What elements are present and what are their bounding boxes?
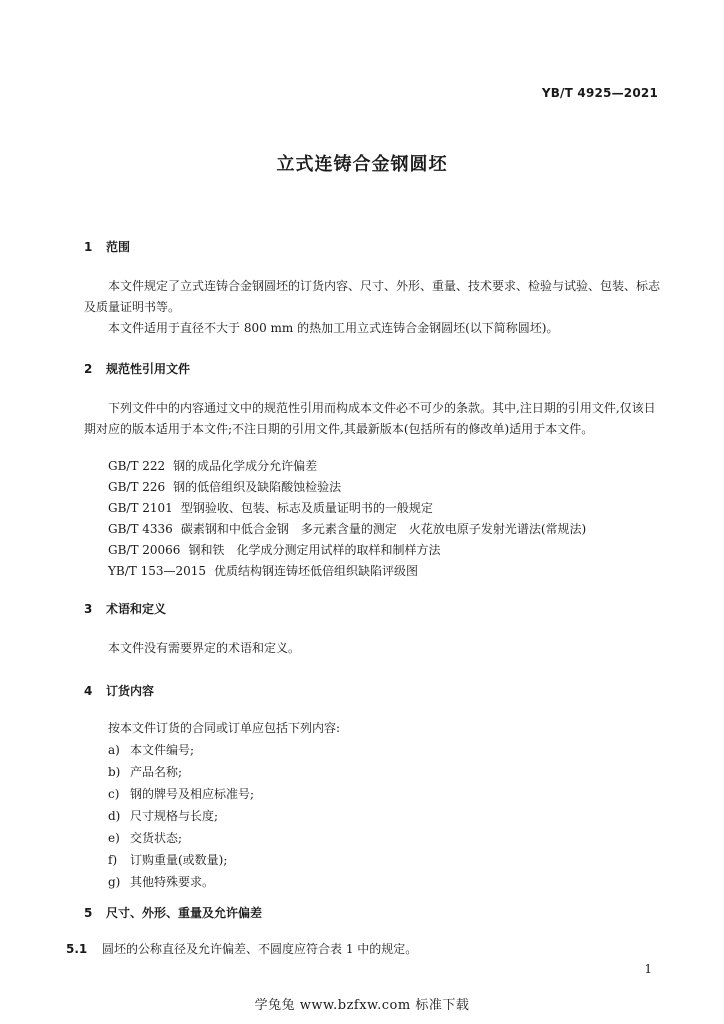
- list-text: 钢的牌号及相应标准号;: [130, 787, 255, 801]
- list-marker: b): [108, 765, 121, 779]
- list-marker: a): [108, 743, 120, 757]
- list-text: 订购重量(或数量);: [130, 853, 228, 867]
- list-item: [108, 740, 194, 761]
- clause-text: 圆坯的公称直径及允许偏差、不圆度应符合表 1 中的规定。: [102, 942, 418, 956]
- document-title: 立式连铸合金钢圆坯: [276, 154, 448, 175]
- list-text: 产品名称;: [130, 765, 183, 779]
- reference-code: GB/T 226: [108, 480, 166, 494]
- list-marker: f): [108, 853, 118, 867]
- section-number: 4: [84, 684, 93, 698]
- section-1-heading: [84, 238, 130, 255]
- footer-watermark: 学兔兔 www.bzfxw.com 标准下载: [254, 998, 470, 1013]
- reference-code: GB/T 222: [108, 459, 166, 473]
- section-4-heading: [84, 682, 154, 699]
- standard-code: YB/T 4925—2021: [541, 86, 658, 100]
- section-title: 范围: [106, 240, 131, 254]
- reference-name: 型钢验收、包装、标志及质量证明书的一般规定: [180, 501, 433, 515]
- reference-item: [108, 456, 317, 477]
- section-3-paragraph: 本文件没有需要界定的术语和定义。: [108, 641, 301, 655]
- list-text: 本文件编号;: [130, 743, 195, 757]
- reference-item: [108, 540, 440, 561]
- section-number: 5: [84, 906, 93, 920]
- reference-item: [108, 498, 433, 519]
- section-title: 订货内容: [106, 684, 155, 698]
- section-number: 2: [84, 362, 93, 376]
- reference-code: YB/T 153—2015: [108, 564, 207, 578]
- reference-code: GB/T 2101: [108, 501, 173, 515]
- reference-code: GB/T 20066: [108, 543, 181, 557]
- reference-item: [108, 519, 586, 540]
- section-4-intro: 按本文件订货的合同或订单应包括下列内容:: [108, 721, 341, 735]
- list-text: 交货状态;: [130, 831, 183, 845]
- reference-name: 钢和铁 化学成分测定用试样的取样和制样方法: [188, 543, 441, 557]
- reference-name: 钢的成品化学成分允许偏差: [173, 459, 318, 473]
- list-text: 尺寸规格与长度;: [130, 809, 219, 823]
- section-3-heading: [84, 600, 166, 617]
- section-title: 术语和定义: [106, 602, 167, 616]
- reference-name: 碳素钢和中低合金钢 多元素含量的测定 火花放电原子发射光谱法(常规法): [180, 522, 587, 536]
- list-marker: c): [108, 787, 120, 801]
- list-item: [108, 784, 254, 805]
- clause-number: 5.1: [66, 942, 88, 956]
- list-item: [108, 762, 182, 783]
- section-1-paragraph-2: 本文件适用于直径不大于 800 mm 的热加工用立式连铸合金钢圆坯(以下简称圆坯)。: [108, 321, 559, 335]
- clause-5-1: [66, 940, 417, 957]
- reference-item: [108, 477, 341, 498]
- list-marker: g): [108, 875, 121, 889]
- list-item: [108, 872, 214, 893]
- list-marker: e): [108, 831, 120, 845]
- reference-name: 优质结构钢连铸坯低倍组织缺陷评级图: [214, 564, 419, 578]
- reference-code: GB/T 4336: [108, 522, 173, 536]
- reference-item: [108, 561, 418, 582]
- list-text: 其他特殊要求。: [130, 875, 215, 889]
- list-item: [108, 806, 218, 827]
- section-title: 规范性引用文件: [106, 362, 191, 376]
- section-2-heading: [84, 360, 190, 377]
- list-marker: d): [108, 809, 121, 823]
- section-number: 1: [84, 240, 93, 254]
- section-2-intro: 下列文件中的内容通过文中的规范性引用而构成本文件必不可少的条款。其中,注日期的引用文件,仅该日期对应的版本适用于本文件;不注日期的引用文件,其最新版本(包括所有的修改单)适用于本文件。: [84, 401, 656, 436]
- list-item: [108, 828, 182, 849]
- section-1-paragraph-1: 本文件规定了立式连铸合金钢圆坯的订货内容、尺寸、外形、重量、技术要求、检验与试验、包装、标志及质量证明书等。: [84, 279, 661, 314]
- reference-name: 钢的低倍组织及缺陷酸蚀检验法: [173, 480, 342, 494]
- section-title: 尺寸、外形、重量及允许偏差: [106, 906, 263, 920]
- section-5-heading: [84, 904, 262, 921]
- page-number: 1: [644, 962, 652, 976]
- list-item: [108, 850, 227, 871]
- section-number: 3: [84, 602, 93, 616]
